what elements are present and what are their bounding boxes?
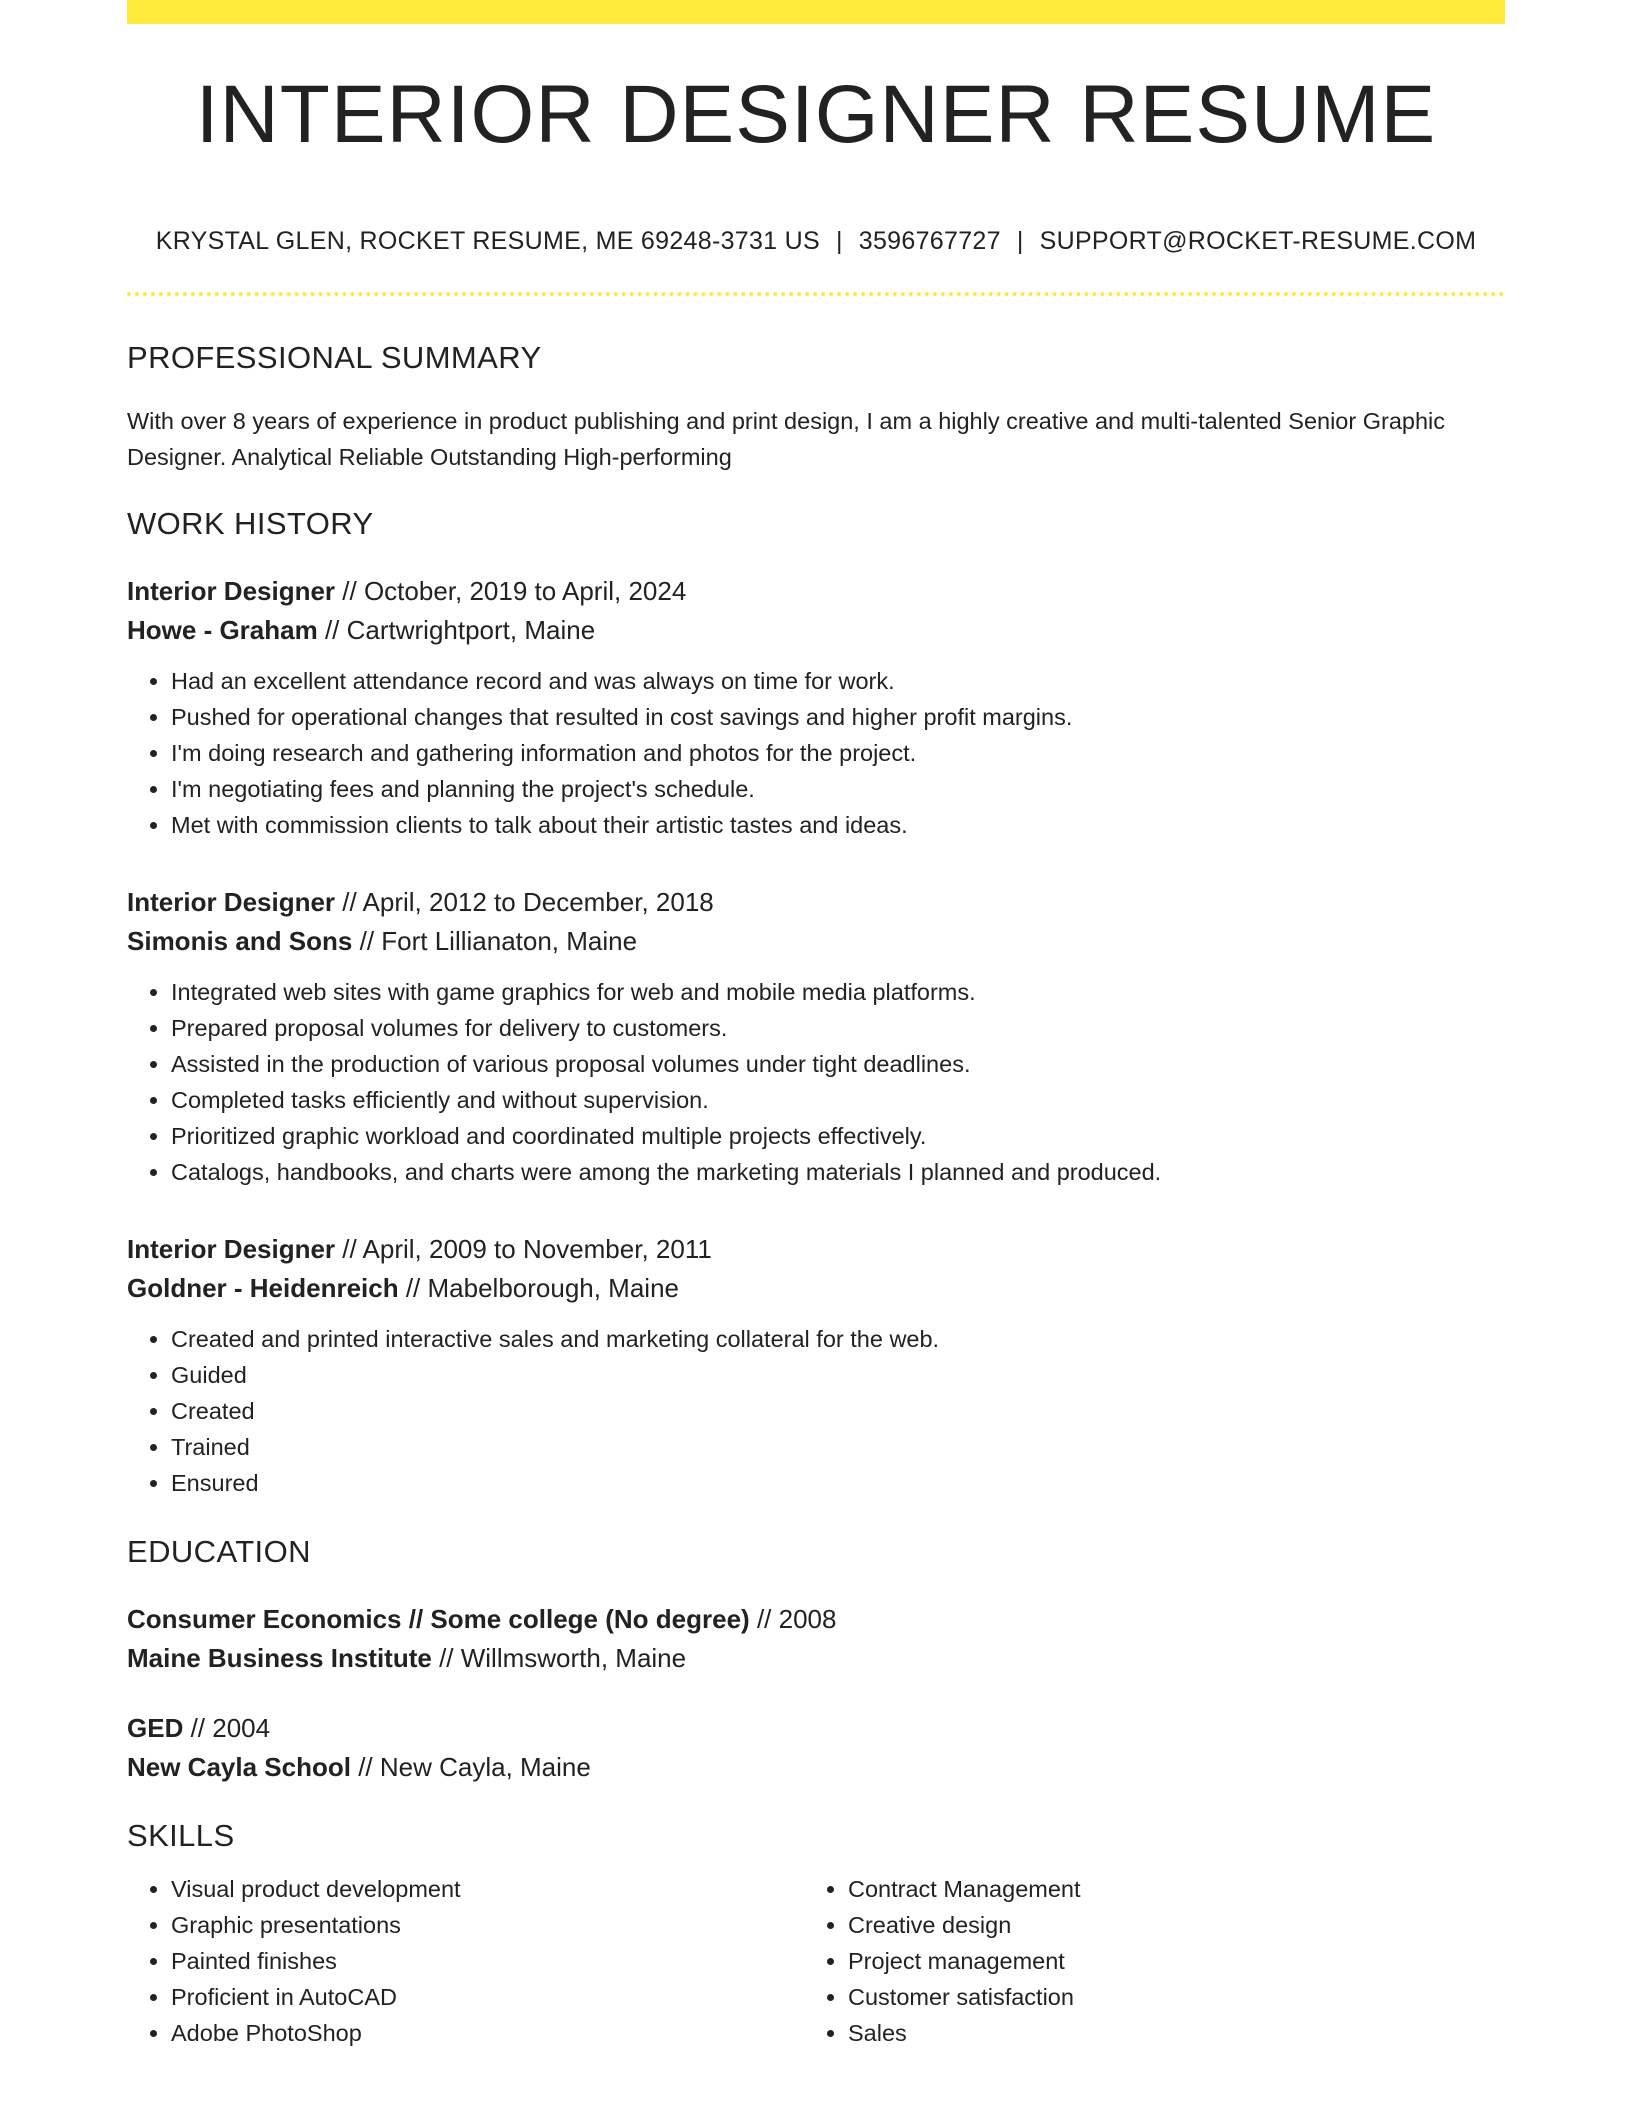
skills-column-right: [804, 1871, 1481, 2051]
skills-column-left: [127, 1871, 804, 2051]
resume-page: [127, 0, 1505, 2051]
job-location: // Cartwrightport, Maine: [317, 615, 596, 645]
job-bullet: • I'm negotiating fees and planning the project's schedule.: [171, 771, 1505, 807]
job-dates: // April, 2009 to November, 2011: [335, 1234, 712, 1264]
job-title: Interior Designer: [127, 1234, 336, 1264]
skill-item: • Adobe PhotoShop: [171, 2015, 804, 2051]
work-history-heading: WORK HISTORY: [127, 506, 374, 541]
skills-grid: [127, 1871, 1505, 2051]
job-location: // Mabelborough, Maine: [398, 1273, 679, 1303]
contact-separator: |: [835, 227, 843, 255]
skill-item: • Painted finishes: [171, 1943, 804, 1979]
contact-email: SUPPORT@ROCKET-RESUME.COM: [1039, 227, 1477, 255]
job-bullet: • Assisted in the production of various proposal volumes under tight deadlines.: [171, 1046, 1505, 1082]
summary-heading: PROFESSIONAL SUMMARY: [127, 340, 542, 375]
skill-item: • Contract Management: [848, 1871, 1481, 1907]
skill-item: • Graphic presentations: [171, 1907, 804, 1943]
dotted-divider: [127, 292, 1505, 296]
job-dates: // April, 2012 to December, 2018: [335, 887, 714, 917]
job-bullet: • Integrated web sites with game graphics for web and mobile media platforms.: [171, 974, 1505, 1010]
resume-title: INTERIOR DESIGNER RESUME: [195, 69, 1437, 160]
job-title-line: [127, 883, 1505, 922]
skill-item: • Visual product development: [171, 1871, 804, 1907]
education-entry: [127, 1709, 1505, 1787]
contact-line: [127, 226, 1505, 256]
job-bullet: • Prepared proposal volumes for delivery to customers.: [171, 1010, 1505, 1046]
job-entry: [127, 883, 1505, 1190]
education-heading: EDUCATION: [127, 1534, 311, 1569]
job-bullet: • Had an excellent attendance record and was always on time for work.: [171, 663, 1505, 699]
job-bullet: • Completed tasks efficiently and without supervision.: [171, 1082, 1505, 1118]
job-entry: [127, 1230, 1505, 1501]
summary-text: With over 8 years of experience in product publishing and print design, I am a highly creative and multi-talented Senior Graphic Designer. Analytical Reliable Outstanding High-performing: [127, 408, 1446, 470]
education-degree: Consumer Economics // Some college (No degree): [127, 1604, 750, 1634]
job-company: Howe - Graham: [127, 615, 318, 645]
skill-item: • Proficient in AutoCAD: [171, 1979, 804, 2015]
education-school: Maine Business Institute: [127, 1643, 432, 1673]
accent-top-bar: [127, 0, 1505, 24]
contact-phone: 3596767727: [858, 227, 1001, 255]
job-company-line: [127, 611, 1505, 650]
education-school-line: [127, 1639, 1505, 1678]
skill-item: • Project management: [848, 1943, 1481, 1979]
job-bullet: • Created and printed interactive sales and marketing collateral for the web.: [171, 1321, 1505, 1357]
education-degree-line: [127, 1600, 1505, 1639]
education-school-line: [127, 1748, 1505, 1787]
skill-item: • Sales: [848, 2015, 1481, 2051]
job-title: Interior Designer: [127, 576, 336, 606]
job-dates: // October, 2019 to April, 2024: [335, 576, 687, 606]
education-location: // Willmsworth, Maine: [431, 1643, 687, 1673]
job-bullet: • I'm doing research and gathering information and photos for the project.: [171, 735, 1505, 771]
job-bullet: • Met with commission clients to talk about their artistic tastes and ideas.: [171, 807, 1505, 843]
job-title-line: [127, 572, 1505, 611]
job-bullet-list: [127, 974, 1505, 1190]
contact-address: KRYSTAL GLEN, ROCKET RESUME, ME 69248-3731 US: [155, 227, 820, 255]
job-bullet: • Ensured: [171, 1465, 1505, 1501]
education-degree: GED: [127, 1713, 184, 1743]
job-bullet: • Catalogs, handbooks, and charts were among the marketing materials I planned and produced.: [171, 1154, 1505, 1190]
job-bullet: • Created: [171, 1393, 1505, 1429]
job-bullet: • Guided: [171, 1357, 1505, 1393]
job-bullet-list: [127, 663, 1505, 843]
skill-item: • Customer satisfaction: [848, 1979, 1481, 2015]
job-bullet: • Pushed for operational changes that resulted in cost savings and higher profit margins.: [171, 699, 1505, 735]
job-company: Simonis and Sons: [127, 926, 353, 956]
job-bullet-list: [127, 1321, 1505, 1501]
education-year: // 2004: [183, 1713, 271, 1743]
education-degree-line: [127, 1709, 1505, 1748]
education-entry: [127, 1600, 1505, 1678]
job-company: Goldner - Heidenreich: [127, 1273, 399, 1303]
education-school: New Cayla School: [127, 1752, 351, 1782]
job-title: Interior Designer: [127, 887, 336, 917]
skill-item: • Creative design: [848, 1907, 1481, 1943]
job-location: // Fort Lillianaton, Maine: [352, 926, 638, 956]
job-entry: [127, 572, 1505, 843]
skills-heading: SKILLS: [127, 1818, 235, 1853]
education-year: // 2008: [749, 1604, 837, 1634]
job-company-line: [127, 1269, 1505, 1308]
contact-separator: |: [1016, 227, 1024, 255]
job-company-line: [127, 922, 1505, 961]
job-bullet: • Prioritized graphic workload and coordinated multiple projects effectively.: [171, 1118, 1505, 1154]
job-bullet: • Trained: [171, 1429, 1505, 1465]
education-location: // New Cayla, Maine: [350, 1752, 591, 1782]
job-title-line: [127, 1230, 1505, 1269]
